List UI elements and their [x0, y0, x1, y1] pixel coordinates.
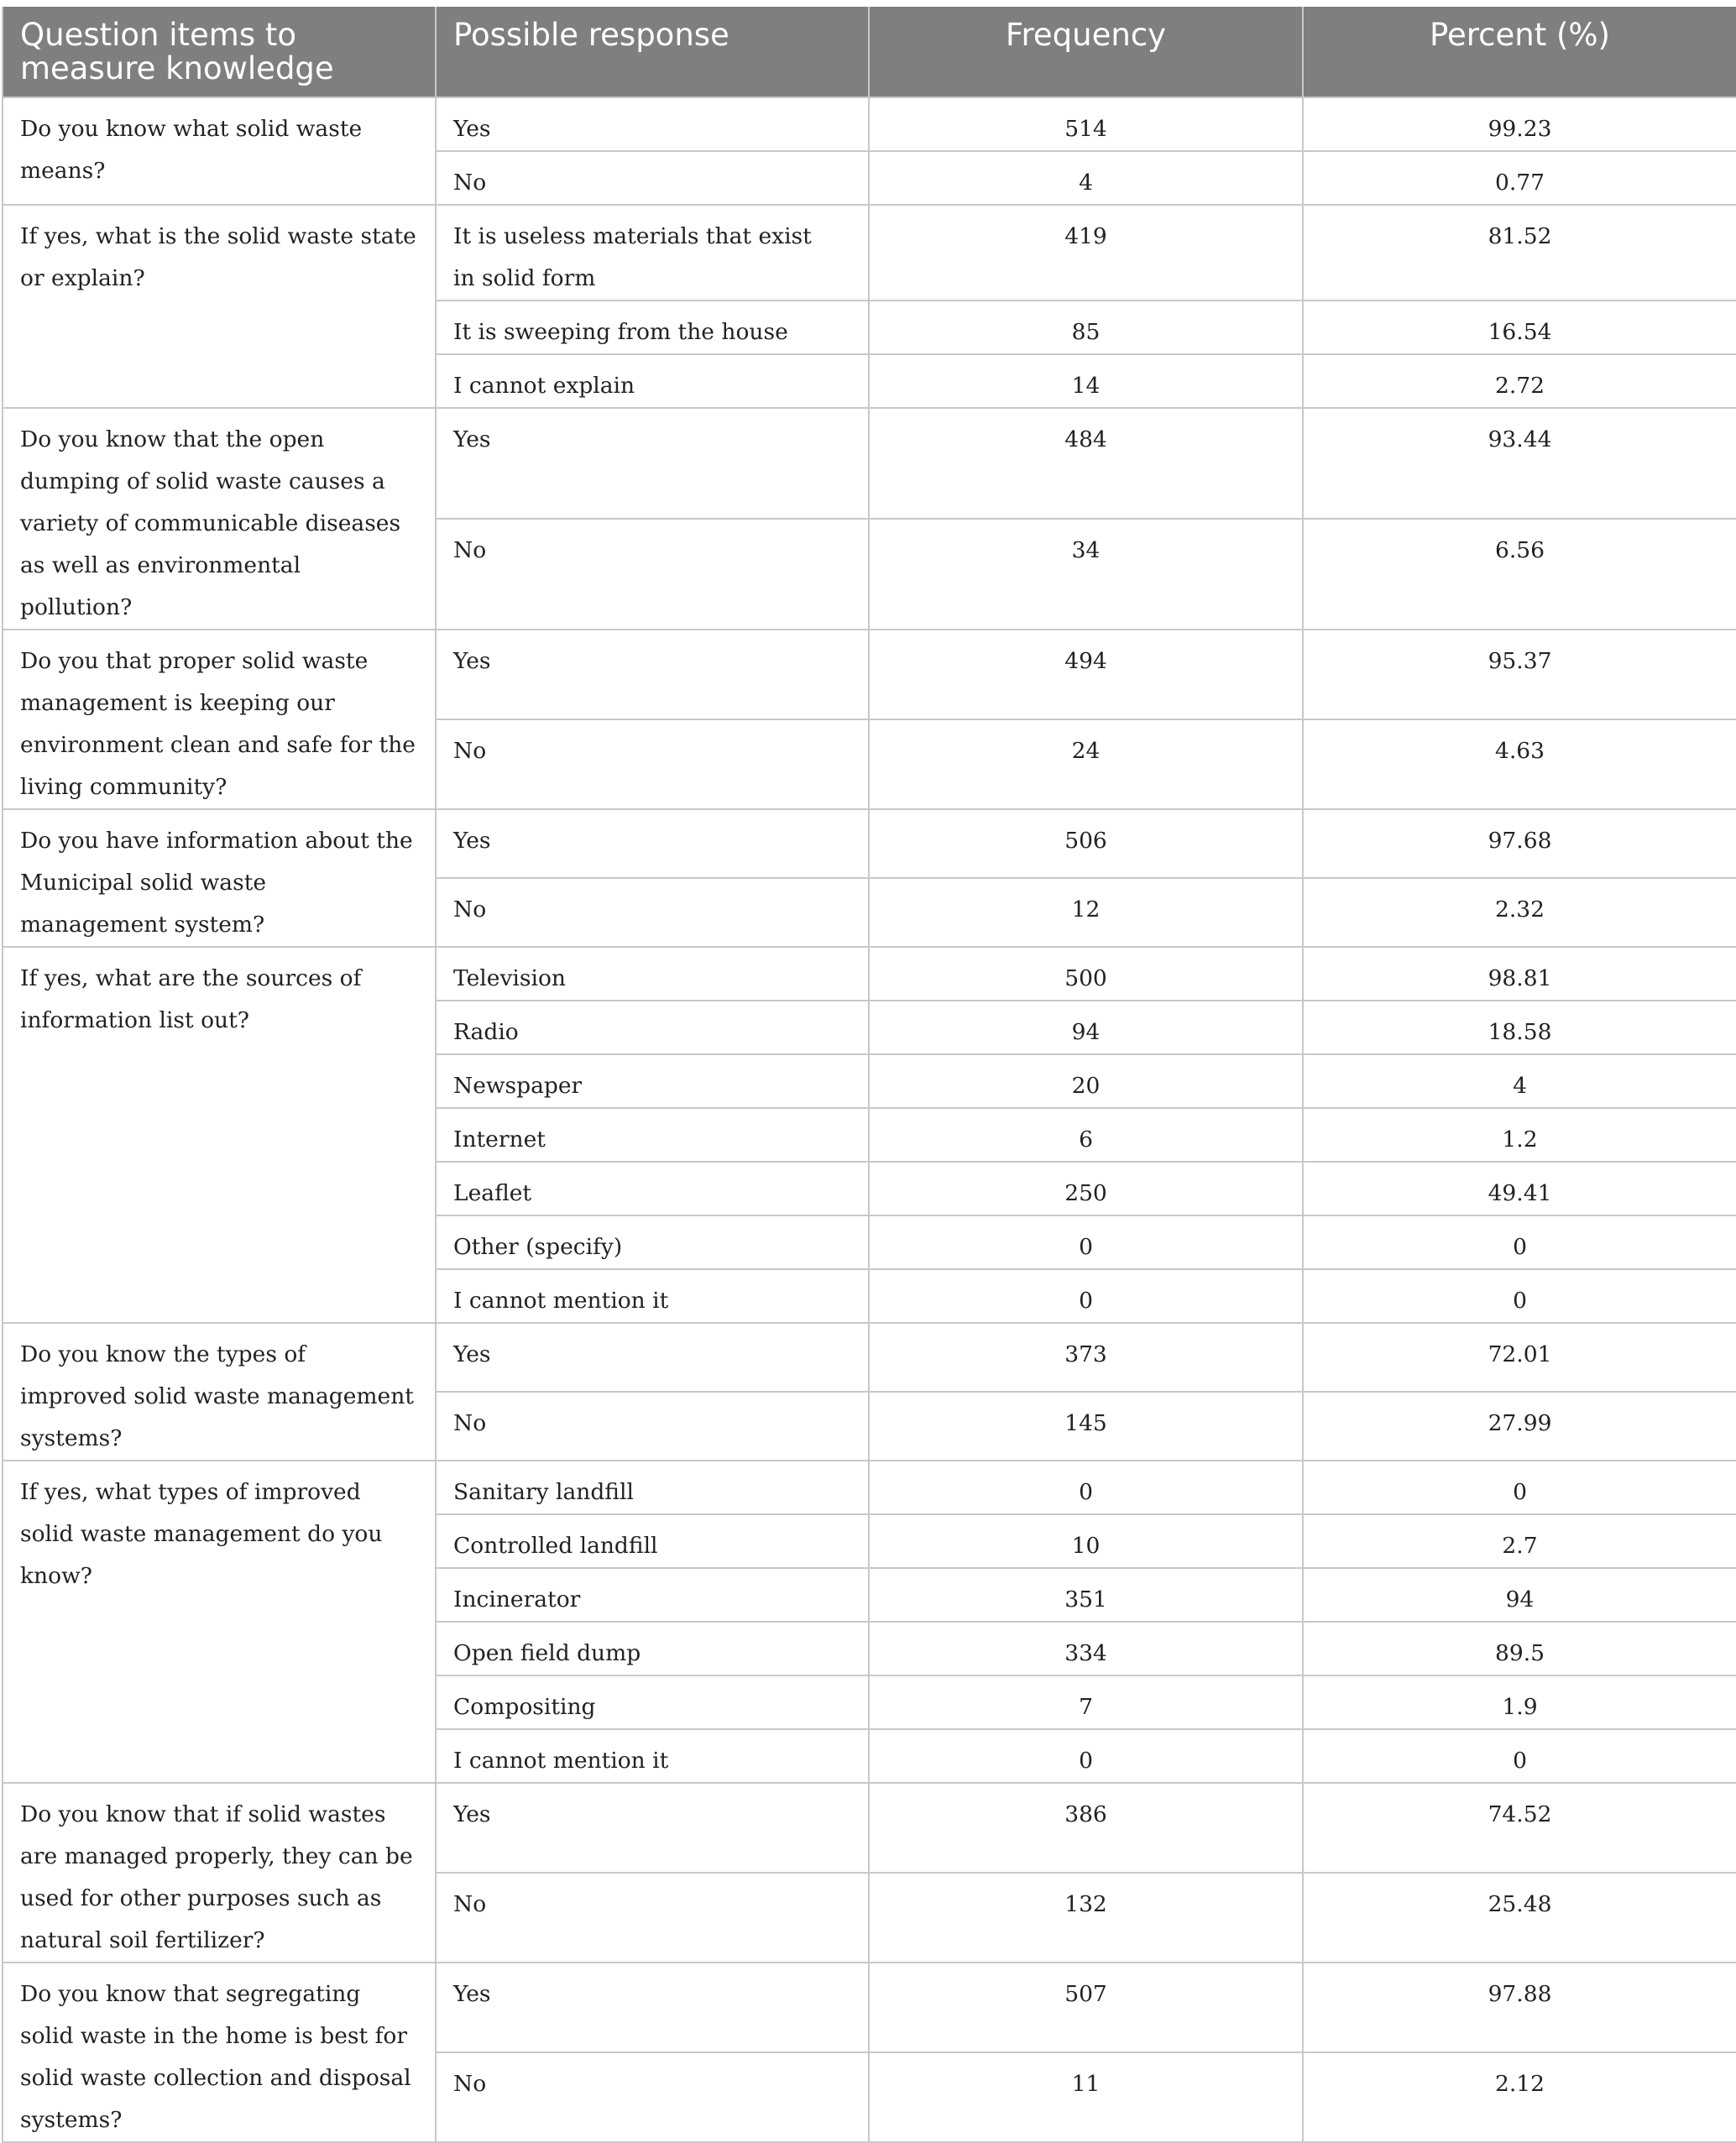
table-row: [3, 1323, 1736, 1392]
frequency-cell: 334: [869, 1622, 1303, 1675]
table-row: [3, 809, 1736, 878]
frequency-cell: 14: [869, 354, 1303, 408]
frequency-cell: 0: [869, 1461, 1303, 1514]
response-cell: No: [436, 719, 869, 809]
frequency-cell: 145: [869, 1392, 1303, 1461]
response-cell: I cannot mention it: [436, 1729, 869, 1783]
question-cell: Do you that proper solid waste management is keeping our environment clean and safe for the living community?: [3, 630, 436, 809]
frequency-cell: 484: [869, 408, 1303, 519]
table-row: [3, 1461, 1736, 1514]
response-cell: I cannot mention it: [436, 1269, 869, 1323]
response-cell: It is sweeping from the house: [436, 301, 869, 354]
table-row: [3, 630, 1736, 719]
response-cell: Yes: [436, 1963, 869, 2052]
percent-cell: 0.77: [1303, 151, 1736, 205]
question-cell: If yes, what types of improved solid waste management do you know?: [3, 1461, 436, 1783]
percent-cell: 95.37: [1303, 630, 1736, 719]
table-row: [3, 408, 1736, 519]
question-cell: If yes, what is the solid waste state or explain?: [3, 205, 436, 408]
header-row: [3, 7, 1736, 97]
percent-cell: 97.68: [1303, 809, 1736, 878]
percent-cell: 81.52: [1303, 205, 1736, 301]
percent-cell: 99.23: [1303, 97, 1736, 151]
frequency-cell: 0: [869, 1269, 1303, 1323]
frequency-cell: 351: [869, 1568, 1303, 1622]
percent-cell: 49.41: [1303, 1162, 1736, 1215]
response-cell: Radio: [436, 1001, 869, 1054]
frequency-cell: 373: [869, 1323, 1303, 1392]
header-question: Question items to measure knowledge: [3, 7, 436, 97]
frequency-cell: 12: [869, 878, 1303, 947]
response-cell: No: [436, 1392, 869, 1461]
table-row: [3, 947, 1736, 1001]
response-cell: Other (specify): [436, 1215, 869, 1269]
percent-cell: 72.01: [1303, 1323, 1736, 1392]
percent-cell: 4.63: [1303, 719, 1736, 809]
response-cell: No: [436, 1873, 869, 1963]
frequency-cell: 34: [869, 519, 1303, 630]
response-cell: Newspaper: [436, 1054, 869, 1108]
question-cell: Do you know that segregating solid waste in the home is best for solid waste collection and disposal systems?: [3, 1963, 436, 2142]
frequency-cell: 506: [869, 809, 1303, 878]
percent-cell: 94: [1303, 1568, 1736, 1622]
response-cell: Yes: [436, 630, 869, 719]
percent-cell: 6.56: [1303, 519, 1736, 630]
frequency-cell: 250: [869, 1162, 1303, 1215]
percent-cell: 0: [1303, 1215, 1736, 1269]
table-row: [3, 1963, 1736, 2052]
frequency-cell: 500: [869, 947, 1303, 1001]
response-cell: Yes: [436, 1323, 869, 1392]
frequency-cell: 0: [869, 1215, 1303, 1269]
frequency-cell: 507: [869, 1963, 1303, 2052]
response-cell: Compositing: [436, 1675, 869, 1729]
frequency-cell: 94: [869, 1001, 1303, 1054]
frequency-cell: 386: [869, 1783, 1303, 1873]
response-cell: I cannot explain: [436, 354, 869, 408]
response-cell: Leaflet: [436, 1162, 869, 1215]
response-cell: Yes: [436, 408, 869, 519]
response-cell: No: [436, 878, 869, 947]
frequency-cell: 494: [869, 630, 1303, 719]
response-cell: Yes: [436, 809, 869, 878]
frequency-cell: 132: [869, 1873, 1303, 1963]
response-cell: Controlled landfill: [436, 1514, 869, 1568]
frequency-cell: 4: [869, 151, 1303, 205]
percent-cell: 74.52: [1303, 1783, 1736, 1873]
response-cell: Incinerator: [436, 1568, 869, 1622]
table-row: [3, 1783, 1736, 1873]
table-row: [3, 97, 1736, 151]
percent-cell: 97.88: [1303, 1963, 1736, 2052]
frequency-cell: 11: [869, 2052, 1303, 2142]
knowledge-table: [2, 7, 1736, 2143]
percent-cell: 27.99: [1303, 1392, 1736, 1461]
frequency-cell: 85: [869, 301, 1303, 354]
frequency-cell: 20: [869, 1054, 1303, 1108]
table-row: [3, 205, 1736, 301]
response-cell: It is useless materials that exist in solid form: [436, 205, 869, 301]
frequency-cell: 0: [869, 1729, 1303, 1783]
response-cell: No: [436, 519, 869, 630]
frequency-cell: 24: [869, 719, 1303, 809]
percent-cell: 4: [1303, 1054, 1736, 1108]
percent-cell: 89.5: [1303, 1622, 1736, 1675]
table-header: [3, 7, 1736, 97]
response-cell: Open field dump: [436, 1622, 869, 1675]
percent-cell: 0: [1303, 1729, 1736, 1783]
response-cell: Yes: [436, 1783, 869, 1873]
response-cell: No: [436, 151, 869, 205]
percent-cell: 0: [1303, 1461, 1736, 1514]
percent-cell: 18.58: [1303, 1001, 1736, 1054]
percent-cell: 98.81: [1303, 947, 1736, 1001]
header-percent: Percent (%): [1303, 7, 1736, 97]
percent-cell: 2.12: [1303, 2052, 1736, 2142]
question-cell: If yes, what are the sources of information list out?: [3, 947, 436, 1323]
response-cell: Internet: [436, 1108, 869, 1162]
question-cell: Do you know that the open dumping of solid waste causes a variety of communicable diseases as well as environmental pollution?: [3, 408, 436, 630]
question-cell: Do you know what solid waste means?: [3, 97, 436, 205]
frequency-cell: 6: [869, 1108, 1303, 1162]
percent-cell: 2.32: [1303, 878, 1736, 947]
frequency-cell: 419: [869, 205, 1303, 301]
percent-cell: 2.7: [1303, 1514, 1736, 1568]
percent-cell: 16.54: [1303, 301, 1736, 354]
header-frequency: Frequency: [869, 7, 1303, 97]
percent-cell: 2.72: [1303, 354, 1736, 408]
percent-cell: 1.2: [1303, 1108, 1736, 1162]
percent-cell: 0: [1303, 1269, 1736, 1323]
frequency-cell: 10: [869, 1514, 1303, 1568]
response-cell: No: [436, 2052, 869, 2142]
frequency-cell: 514: [869, 97, 1303, 151]
question-cell: Do you have information about the Municipal solid waste management system?: [3, 809, 436, 947]
percent-cell: 93.44: [1303, 408, 1736, 519]
table-body: [3, 97, 1736, 2142]
response-cell: Sanitary landfill: [436, 1461, 869, 1514]
frequency-cell: 7: [869, 1675, 1303, 1729]
percent-cell: 1.9: [1303, 1675, 1736, 1729]
response-cell: Television: [436, 947, 869, 1001]
question-cell: Do you know the types of improved solid waste management systems?: [3, 1323, 436, 1461]
header-response: Possible response: [436, 7, 869, 97]
response-cell: Yes: [436, 97, 869, 151]
percent-cell: 25.48: [1303, 1873, 1736, 1963]
question-cell: Do you know that if solid wastes are managed properly, they can be used for other purposes such as natural soil fertilizer?: [3, 1783, 436, 1963]
